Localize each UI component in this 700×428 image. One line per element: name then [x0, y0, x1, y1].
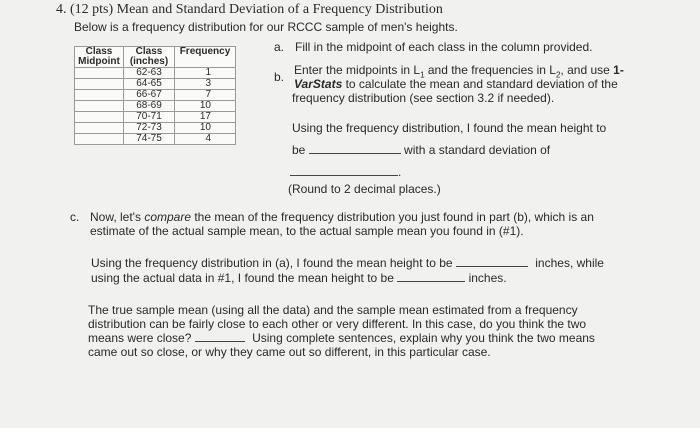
table-row	[75, 68, 236, 79]
midpoint-cell[interactable]	[75, 112, 124, 123]
part-b-letter: b.	[274, 70, 285, 84]
part-c-using-line1: Using the frequency distribution in (a), I found the mean height to be inches, while	[91, 256, 604, 270]
part-c-line1: Now, let's compare the mean of the frequency distribution you just found in part (b), which is an	[90, 210, 594, 224]
round-note: (Round to 2 decimal places.)	[288, 182, 441, 196]
class-cell: 66-67	[124, 90, 175, 101]
midpoint-cell[interactable]	[75, 79, 124, 90]
frequency-cell: 7	[175, 90, 236, 101]
part-b-be-line: be with a standard deviation of	[292, 143, 551, 157]
part-c-using-line2: using the actual data in #1, I found the mean height to be inches.	[91, 271, 507, 285]
frequency-cell: 17	[175, 112, 236, 123]
frequency-table	[74, 46, 236, 145]
class-cell: 74-75	[124, 134, 175, 145]
midpoint-cell[interactable]	[75, 123, 124, 134]
close-answer-blank[interactable]	[195, 341, 245, 342]
midpoint-cell[interactable]	[75, 101, 124, 112]
col-class-header: Class (inches)	[124, 47, 175, 68]
part-b-line2: VarStats to calculate the mean and standard deviation of the	[294, 77, 618, 91]
frequency-cell: 3	[175, 79, 236, 90]
part-a-text: Fill in the midpoint of each class in the column provided.	[295, 40, 593, 54]
actual-mean-blank[interactable]	[397, 281, 465, 282]
true-mean-line4: came out so close, or why they came out so different, in this particular case.	[88, 345, 491, 359]
part-b-line3: frequency distribution (see section 3.2 if needed).	[292, 91, 555, 105]
part-c-line2: estimate of the actual sample mean, to the actual sample mean you found in (#1).	[90, 224, 524, 238]
problem-subtitle: Below is a frequency distribution for our RCCC sample of men's heights.	[74, 20, 458, 34]
class-cell: 64-65	[124, 79, 175, 90]
true-mean-line2: distribution can be fairly close to each other or very different. In this case, do you think the two	[88, 317, 587, 331]
table-row	[75, 90, 236, 101]
midpoint-cell[interactable]	[75, 68, 124, 79]
frequency-cell: 4	[175, 134, 236, 145]
midpoint-cell[interactable]	[75, 90, 124, 101]
class-cell: 68-69	[124, 101, 175, 112]
frequency-cell: 1	[175, 68, 236, 79]
problem-title: 4. (12 pts) Mean and Standard Deviation of a Frequency Distribution	[56, 2, 443, 17]
class-cell: 72-73	[124, 123, 175, 134]
sd-answer-blank-line: .	[290, 165, 401, 179]
midpoint-cell[interactable]	[75, 134, 124, 145]
table-row	[75, 123, 236, 134]
col-midpoint-header: Class Midpoint	[75, 47, 124, 68]
part-b-line1: Enter the midpoints in $L_1$ and the frequencies in $L_2$, and use 1-	[294, 63, 624, 80]
table-header-row	[75, 47, 236, 68]
col-frequency-header: Frequency	[175, 47, 236, 68]
table-row	[75, 112, 236, 123]
frequency-cell: 10	[175, 123, 236, 134]
table-row	[75, 134, 236, 145]
part-a-letter: a.	[274, 40, 285, 54]
sd-answer-blank[interactable]	[290, 175, 398, 176]
frequency-cell: 10	[175, 101, 236, 112]
part-b-using: Using the frequency distribution, I found the mean height to	[292, 121, 607, 135]
table-row	[75, 101, 236, 112]
table-row	[75, 79, 236, 90]
true-mean-line1: The true sample mean (using all the data) and the sample mean estimated from a frequency	[88, 303, 578, 317]
part-c-letter: c.	[70, 210, 80, 224]
mean-answer-blank[interactable]	[309, 153, 401, 154]
true-mean-line3: means were close? Using complete sentences, explain why you think the two means	[88, 331, 595, 345]
class-cell: 62-63	[124, 68, 175, 79]
freq-mean-blank[interactable]	[456, 266, 528, 267]
class-cell: 70-71	[124, 112, 175, 123]
